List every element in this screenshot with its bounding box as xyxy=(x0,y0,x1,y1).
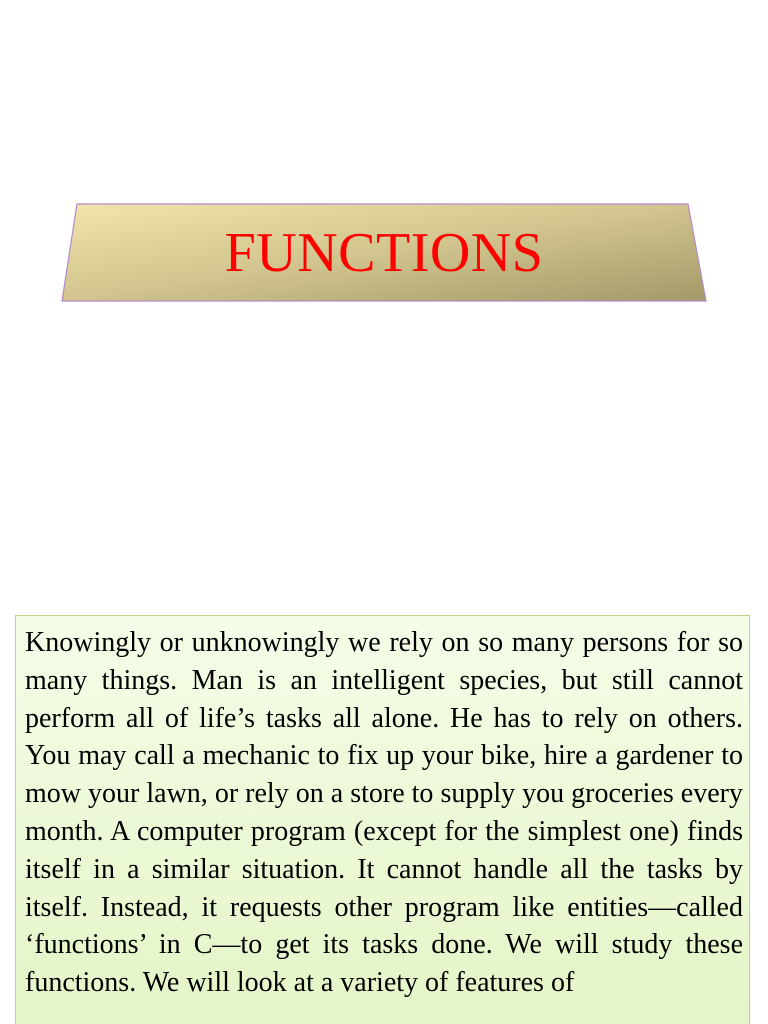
text-box xyxy=(15,615,750,1024)
body-paragraph: Knowingly or unknowingly we rely on so many persons for so many things. Man is an intelligent species, but still cannot perform all of life’s tasks all alone. He has to rely on others. You may call a mechanic to fix up your bike, hire a gardener to mow your lawn, or rely on a store to supply you groceries every month. A computer program (except for the simplest one) finds itself in a similar situation. It cannot handle all the tasks by itself. Instead, it requests other program like entities—called ‘functions’ in C—to get its tasks done. We will study these functions. We will look at a variety of features of xyxy=(25,627,743,999)
slide-title: FUNCTIONS xyxy=(224,221,544,284)
title-banner xyxy=(61,203,707,302)
